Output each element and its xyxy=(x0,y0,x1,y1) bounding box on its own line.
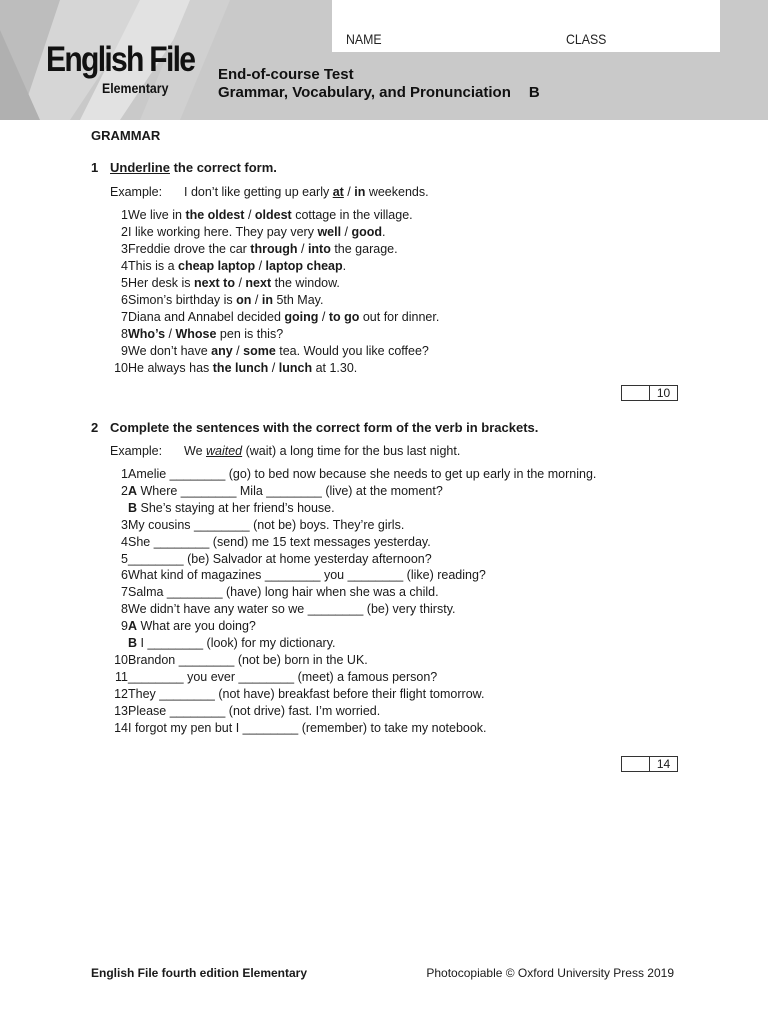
item-number: 6 xyxy=(121,568,128,582)
item-text: the garage. xyxy=(330,242,398,256)
option-b[interactable]: to go xyxy=(328,310,360,324)
option-a[interactable]: any xyxy=(211,344,233,358)
item-number: 11 xyxy=(115,670,128,684)
item-number: 7 xyxy=(121,585,128,599)
question-2-score: 14 xyxy=(656,757,671,771)
item-text: I like working here. They pay very xyxy=(128,225,318,239)
logo xyxy=(46,40,218,96)
item-text: What are you doing? xyxy=(137,619,256,633)
item-number: 5 xyxy=(121,276,128,290)
item-number: 8 xyxy=(121,602,128,616)
item-text: the window. xyxy=(271,276,340,290)
example-label: Example: xyxy=(110,185,163,199)
item-number: 1 xyxy=(121,467,128,481)
footer-edition: English File fourth edition Elementary xyxy=(91,966,308,980)
option-a[interactable]: cheap laptop xyxy=(178,259,256,273)
list-item xyxy=(100,670,437,684)
option-b[interactable]: oldest xyxy=(254,208,292,222)
item-text: out for dinner. xyxy=(359,310,440,324)
speaker-label: B xyxy=(128,501,138,515)
item-number: 9 xyxy=(121,619,128,633)
item-text: We don’t have xyxy=(128,344,212,358)
question-1-number: 1 xyxy=(91,160,99,175)
section-heading: GRAMMAR xyxy=(91,128,161,143)
class-label: CLASS xyxy=(566,31,607,47)
item-text: cottage in the village. xyxy=(291,208,413,222)
item-text: Please ________ (not drive) fast. I’m worried. xyxy=(128,704,381,718)
option-b[interactable]: laptop cheap xyxy=(265,259,343,273)
item-number: 12 xyxy=(114,687,128,701)
option-separator: / xyxy=(297,242,308,256)
title-line-1: End-of-course Test xyxy=(218,66,354,83)
option-a[interactable]: next to xyxy=(194,276,235,290)
page-header xyxy=(0,0,768,120)
question-1-example xyxy=(110,185,429,199)
option-separator: / xyxy=(165,327,176,341)
item-text: They ________ (not have) breakfast before their flight tomorrow. xyxy=(128,687,485,701)
question-2-number: 2 xyxy=(91,420,99,435)
logo-main: English File xyxy=(46,40,195,79)
item-text: We didn’t have any water so we ________ (be) very thirsty. xyxy=(128,602,456,616)
list-item xyxy=(100,704,380,718)
item-number: 4 xyxy=(121,259,128,273)
list-item xyxy=(100,721,487,735)
item-text: My cousins ________ (not be) boys. They’re girls. xyxy=(128,518,405,532)
speaker-label: B xyxy=(128,636,138,650)
question-2-heading xyxy=(91,420,538,435)
option-a[interactable]: the oldest xyxy=(185,208,245,222)
option-a[interactable]: Who’s xyxy=(128,327,166,341)
item-number: 5 xyxy=(121,552,128,566)
list-item xyxy=(100,501,335,515)
list-item xyxy=(100,242,398,256)
example-label: Example: xyxy=(110,444,163,458)
option-b[interactable]: lunch xyxy=(278,361,313,375)
item-text: Brandon ________ (not be) born in the UK. xyxy=(128,653,368,667)
test-version: B xyxy=(528,84,540,101)
logo-sub: Elementary xyxy=(102,80,169,96)
option-a[interactable]: well xyxy=(317,225,342,239)
option-separator: / xyxy=(232,344,244,358)
example-text: I don’t like getting up early xyxy=(184,185,333,199)
option-b[interactable]: next xyxy=(245,276,272,290)
list-item xyxy=(100,259,346,273)
question-2-score-box xyxy=(621,756,678,772)
option-b[interactable]: some xyxy=(243,344,276,358)
item-text: . xyxy=(342,259,347,273)
list-item xyxy=(100,310,439,324)
item-number: 7 xyxy=(121,310,128,324)
option-separator: / xyxy=(255,259,266,273)
item-text: . xyxy=(382,225,386,239)
item-text: She ________ (send) me 15 text messages yesterday. xyxy=(128,535,431,549)
title-line-2 xyxy=(218,84,540,102)
item-text: tea. Would you like coffee? xyxy=(275,344,429,358)
question-2-example xyxy=(110,444,460,458)
item-text: Diana and Annabel decided xyxy=(128,310,285,324)
question-1-instruction-underlined: Underline xyxy=(110,160,170,175)
item-text: pen is this? xyxy=(216,327,284,341)
item-number: 8 xyxy=(121,327,128,341)
item-text: ________ (be) Salvador at home yesterday afternoon? xyxy=(128,552,432,566)
item-number: 2 xyxy=(121,484,128,498)
option-a[interactable]: the lunch xyxy=(212,361,269,375)
item-text: Freddie drove the car xyxy=(128,242,251,256)
list-item xyxy=(100,361,357,375)
list-item xyxy=(100,568,486,582)
example-text: We xyxy=(184,444,206,458)
item-text: Simon’s birthday is xyxy=(128,293,237,307)
list-item xyxy=(100,552,432,566)
item-text: This is a xyxy=(128,259,179,273)
option-b[interactable]: good xyxy=(351,225,383,239)
item-number: 10 xyxy=(114,361,128,375)
item-number: 13 xyxy=(114,704,128,718)
item-text: Amelie ________ (go) to bed now because she needs to get up early in the morning. xyxy=(128,467,597,481)
footer-copyright: Photocopiable © Oxford University Press 2019 xyxy=(426,966,674,980)
option-b[interactable]: into xyxy=(307,242,331,256)
item-number: 3 xyxy=(121,518,128,532)
question-1-score-box xyxy=(621,385,678,401)
item-text: 5th May. xyxy=(272,293,324,307)
option-separator: / xyxy=(234,276,246,290)
list-item xyxy=(100,225,386,239)
name-label: NAME xyxy=(346,31,382,47)
option-a[interactable]: on xyxy=(236,293,252,307)
list-item xyxy=(100,535,431,549)
item-number: 1 xyxy=(121,208,128,222)
item-number: 14 xyxy=(114,721,128,735)
item-text: We live in xyxy=(128,208,186,222)
list-item xyxy=(100,636,336,650)
question-2-instruction: Complete the sentences with the correct form of the verb in brackets. xyxy=(110,420,539,435)
example-option-b: in xyxy=(354,185,366,199)
list-item xyxy=(100,619,256,633)
option-separator: / xyxy=(268,361,279,375)
option-separator: / xyxy=(244,208,255,222)
option-a[interactable]: through xyxy=(250,242,298,256)
item-text: Salma ________ (have) long hair when she was a child. xyxy=(128,585,439,599)
item-text: She’s staying at her friend’s house. xyxy=(137,501,335,515)
option-separator: / xyxy=(318,310,329,324)
question-1-score: 10 xyxy=(656,386,671,400)
item-number: 6 xyxy=(121,293,128,307)
list-item xyxy=(100,344,429,358)
list-item xyxy=(100,484,443,498)
speaker-label: A xyxy=(128,619,138,633)
item-text: Where ________ Mila ________ (live) at the moment? xyxy=(137,484,443,498)
question-1-heading xyxy=(91,160,277,175)
speaker-label: A xyxy=(128,484,138,498)
list-item xyxy=(100,293,323,307)
item-text: What kind of magazines ________ you ________ (like) reading? xyxy=(128,568,486,582)
question-1-instruction: the correct form. xyxy=(169,160,277,175)
list-item xyxy=(100,327,283,341)
example-text-end: weekends. xyxy=(365,185,429,199)
item-text: I ________ (look) for my dictionary. xyxy=(137,636,336,650)
option-a[interactable]: going xyxy=(284,310,319,324)
list-item xyxy=(100,585,439,599)
list-item xyxy=(100,687,484,701)
item-text: I forgot my pen but I ________ (remember) to take my notebook. xyxy=(128,721,487,735)
item-number: 4 xyxy=(121,535,128,549)
example-text-end: (wait) a long time for the bus last night. xyxy=(242,444,461,458)
list-item xyxy=(100,602,455,616)
example-separator: / xyxy=(343,185,355,199)
item-text: at 1.30. xyxy=(312,361,358,375)
item-number: 3 xyxy=(121,242,128,256)
test-title xyxy=(218,66,540,102)
item-text: Her desk is xyxy=(128,276,194,290)
title-line-2-text: Grammar, Vocabulary, and Pronunciation xyxy=(218,84,511,101)
list-item xyxy=(100,276,340,290)
item-number: 10 xyxy=(114,653,128,667)
item-number: 2 xyxy=(121,225,128,239)
example-answer: waited xyxy=(206,444,243,458)
item-number: 9 xyxy=(121,344,128,358)
option-b[interactable]: Whose xyxy=(175,327,217,341)
name-class-box xyxy=(332,0,720,52)
option-separator: / xyxy=(251,293,262,307)
list-item xyxy=(100,653,368,667)
option-separator: / xyxy=(341,225,352,239)
item-text: He always has xyxy=(128,361,213,375)
list-item xyxy=(100,518,404,532)
list-item xyxy=(100,467,596,481)
item-text: ________ you ever ________ (meet) a famous person? xyxy=(128,670,438,684)
example-option-a: at xyxy=(332,185,344,199)
list-item xyxy=(100,208,413,222)
option-b[interactable]: in xyxy=(261,293,273,307)
